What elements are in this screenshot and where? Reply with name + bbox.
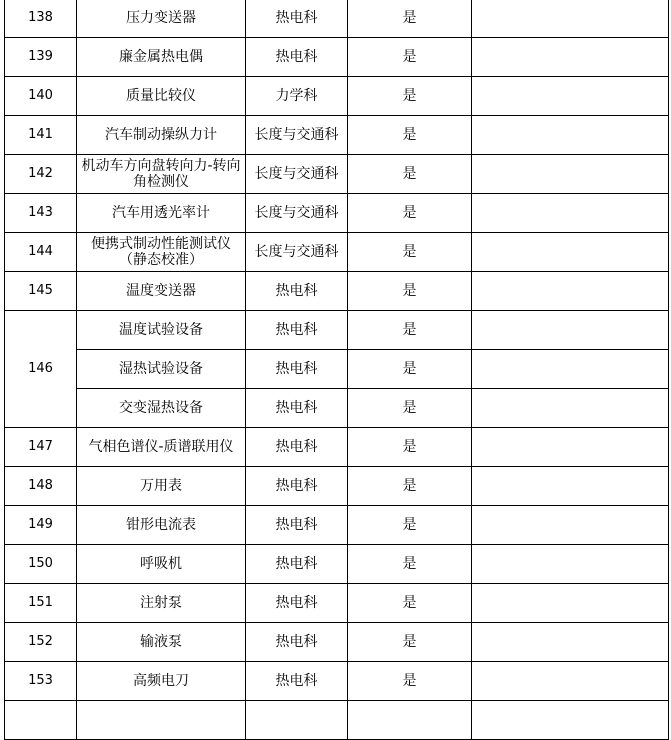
cell-note xyxy=(472,506,669,545)
cell-flag: 是 xyxy=(348,38,472,77)
cell-note xyxy=(472,272,669,311)
cell-note xyxy=(472,38,669,77)
cell-number: 147 xyxy=(5,428,77,467)
cell-discipline: 热电科 xyxy=(246,38,348,77)
cell-note xyxy=(472,428,669,467)
cell-instrument-name: 输液泵 xyxy=(77,623,246,662)
cell-discipline: 长度与交通科 xyxy=(246,155,348,194)
cell-instrument-name: 质量比较仪 xyxy=(77,77,246,116)
cell-number: 141 xyxy=(5,116,77,155)
cell-instrument-name: 机动车方向盘转向力-转向角检测仪 xyxy=(77,155,246,194)
cell-note xyxy=(472,389,669,428)
cell-note xyxy=(472,584,669,623)
cell-discipline: 热电科 xyxy=(246,428,348,467)
instrument-table xyxy=(4,0,669,740)
cell-number: 144 xyxy=(5,233,77,272)
cell-flag: 是 xyxy=(348,350,472,389)
cell-note xyxy=(472,350,669,389)
cell-discipline: 长度与交通科 xyxy=(246,194,348,233)
cell-flag: 是 xyxy=(348,116,472,155)
cell-flag xyxy=(348,701,472,740)
cell-note xyxy=(472,545,669,584)
cell-number: 139 xyxy=(5,38,77,77)
cell-number: 150 xyxy=(5,545,77,584)
cell-note xyxy=(472,311,669,350)
table-row xyxy=(5,623,669,662)
cell-flag: 是 xyxy=(348,623,472,662)
cell-instrument-name: 万用表 xyxy=(77,467,246,506)
cell-note xyxy=(472,467,669,506)
table-row xyxy=(5,545,669,584)
cell-note xyxy=(472,623,669,662)
cell-note xyxy=(472,0,669,38)
table-row xyxy=(5,0,669,38)
cell-number xyxy=(5,701,77,740)
table-row xyxy=(5,350,669,389)
cell-instrument-name: 交变湿热设备 xyxy=(77,389,246,428)
cell-note xyxy=(472,233,669,272)
cell-note xyxy=(472,116,669,155)
table-row xyxy=(5,116,669,155)
table-body xyxy=(5,0,669,740)
cell-instrument-name: 高频电刀 xyxy=(77,662,246,701)
table-row xyxy=(5,506,669,545)
cell-flag: 是 xyxy=(348,545,472,584)
table-row xyxy=(5,389,669,428)
cell-discipline: 热电科 xyxy=(246,545,348,584)
cell-instrument-name: 钳形电流表 xyxy=(77,506,246,545)
cell-instrument-name: 压力变送器 xyxy=(77,0,246,38)
cell-instrument-name: 便携式制动性能测试仪（静态校准） xyxy=(77,233,246,272)
cell-instrument-name: 温度变送器 xyxy=(77,272,246,311)
cell-flag: 是 xyxy=(348,311,472,350)
cell-flag: 是 xyxy=(348,155,472,194)
table-row xyxy=(5,584,669,623)
cell-discipline: 热电科 xyxy=(246,311,348,350)
cell-instrument-name: 廉金属热电偶 xyxy=(77,38,246,77)
cell-flag: 是 xyxy=(348,389,472,428)
cell-discipline: 热电科 xyxy=(246,584,348,623)
cell-discipline: 热电科 xyxy=(246,389,348,428)
cell-discipline: 热电科 xyxy=(246,467,348,506)
cell-instrument-name: 温度试验设备 xyxy=(77,311,246,350)
cell-flag: 是 xyxy=(348,467,472,506)
cell-discipline: 力学科 xyxy=(246,77,348,116)
cell-flag: 是 xyxy=(348,194,472,233)
cell-number: 140 xyxy=(5,77,77,116)
cell-instrument-name xyxy=(77,701,246,740)
cell-discipline: 热电科 xyxy=(246,506,348,545)
cell-number: 143 xyxy=(5,194,77,233)
cell-discipline xyxy=(246,701,348,740)
cell-number: 138 xyxy=(5,0,77,38)
table-row xyxy=(5,428,669,467)
cell-instrument-name: 气相色谱仪-质谱联用仪 xyxy=(77,428,246,467)
cell-discipline: 热电科 xyxy=(246,350,348,389)
cell-discipline: 热电科 xyxy=(246,623,348,662)
table-row xyxy=(5,77,669,116)
table-row xyxy=(5,155,669,194)
cell-flag: 是 xyxy=(348,77,472,116)
table-row xyxy=(5,662,669,701)
table-row xyxy=(5,467,669,506)
cell-number: 153 xyxy=(5,662,77,701)
table-row xyxy=(5,701,669,740)
cell-note xyxy=(472,77,669,116)
cell-instrument-name: 注射泵 xyxy=(77,584,246,623)
cell-flag: 是 xyxy=(348,662,472,701)
cell-number: 146 xyxy=(5,311,77,428)
cell-flag: 是 xyxy=(348,428,472,467)
table-row xyxy=(5,38,669,77)
cell-discipline: 热电科 xyxy=(246,662,348,701)
table-row xyxy=(5,272,669,311)
cell-discipline: 热电科 xyxy=(246,0,348,38)
cell-flag: 是 xyxy=(348,0,472,38)
table-row xyxy=(5,233,669,272)
cell-number: 148 xyxy=(5,467,77,506)
cell-discipline: 长度与交通科 xyxy=(246,116,348,155)
cell-instrument-name: 汽车制动操纵力计 xyxy=(77,116,246,155)
cell-instrument-name: 汽车用透光率计 xyxy=(77,194,246,233)
cell-flag: 是 xyxy=(348,584,472,623)
cell-instrument-name: 湿热试验设备 xyxy=(77,350,246,389)
cell-number: 142 xyxy=(5,155,77,194)
cell-note xyxy=(472,194,669,233)
cell-instrument-name: 呼吸机 xyxy=(77,545,246,584)
cell-flag: 是 xyxy=(348,272,472,311)
cell-note xyxy=(472,155,669,194)
cell-note xyxy=(472,701,669,740)
cell-number: 149 xyxy=(5,506,77,545)
cell-note xyxy=(472,662,669,701)
cell-discipline: 热电科 xyxy=(246,272,348,311)
cell-number: 151 xyxy=(5,584,77,623)
table-row xyxy=(5,194,669,233)
table-row xyxy=(5,311,669,350)
cell-flag: 是 xyxy=(348,233,472,272)
cell-number: 145 xyxy=(5,272,77,311)
cell-number: 152 xyxy=(5,623,77,662)
cell-flag: 是 xyxy=(348,506,472,545)
cell-discipline: 长度与交通科 xyxy=(246,233,348,272)
